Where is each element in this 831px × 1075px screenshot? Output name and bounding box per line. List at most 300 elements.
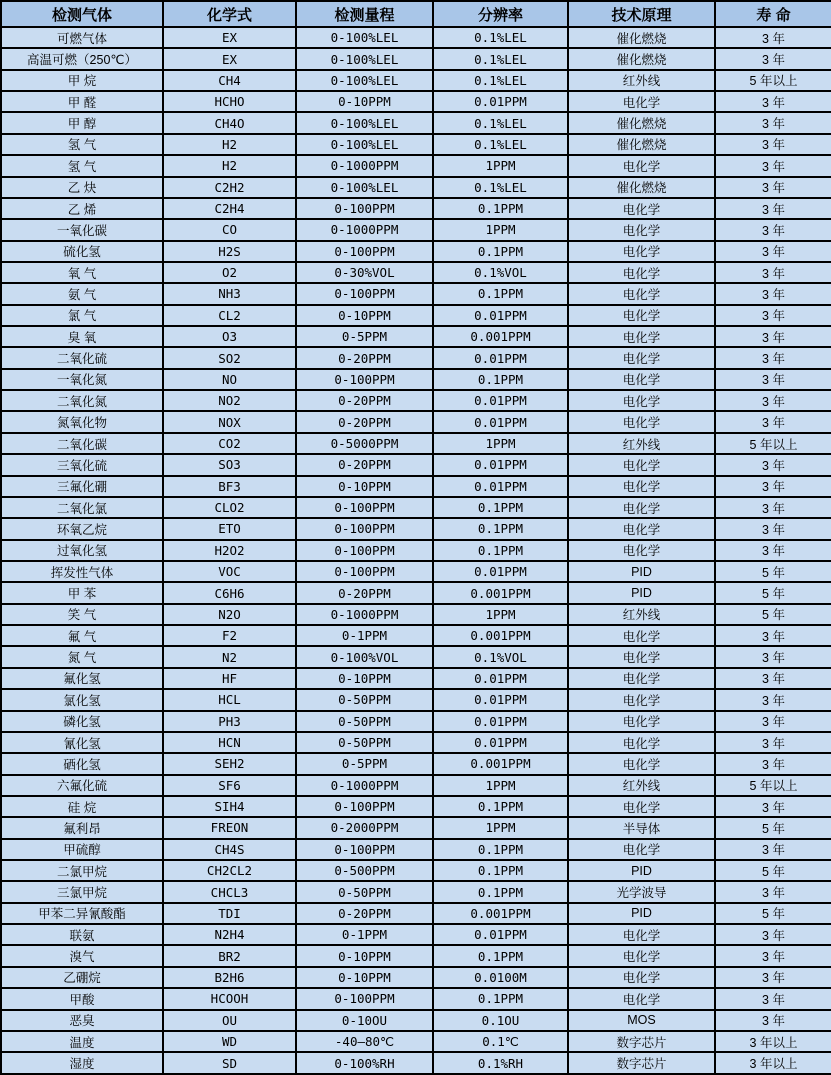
column-header: 检测气体 <box>1 1 163 27</box>
table-cell: 电化学 <box>568 198 715 219</box>
table-cell: 电化学 <box>568 945 715 966</box>
table-cell: H2O2 <box>163 540 296 561</box>
table-row <box>1 903 831 924</box>
table-cell: 0-50PPM <box>296 689 433 710</box>
table-cell: 0.01PPM <box>433 454 568 475</box>
table-cell: 0.01PPM <box>433 305 568 326</box>
table-cell: 电化学 <box>568 454 715 475</box>
table-cell: 0.01PPM <box>433 476 568 497</box>
table-row <box>1 881 831 902</box>
table-row <box>1 369 831 390</box>
table-cell: 0-1000PPM <box>296 604 433 625</box>
table-cell: 高温可燃（250℃） <box>1 48 163 69</box>
table-cell: 0-100%LEL <box>296 48 433 69</box>
table-cell: 0.0100M <box>433 967 568 988</box>
table-cell: 0.1PPM <box>433 241 568 262</box>
table-cell: 0-100%RH <box>296 1052 433 1074</box>
table-row <box>1 988 831 1009</box>
table-row <box>1 48 831 69</box>
table-cell: 电化学 <box>568 326 715 347</box>
table-cell: CO <box>163 219 296 240</box>
table-cell: H2S <box>163 241 296 262</box>
table-row <box>1 177 831 198</box>
column-header: 寿 命 <box>715 1 831 27</box>
table-cell: 1PPM <box>433 817 568 838</box>
table-cell: 5 年以上 <box>715 433 831 454</box>
table-cell: 3 年 <box>715 732 831 753</box>
table-row <box>1 433 831 454</box>
table-row <box>1 689 831 710</box>
table-cell: 0-5000PPM <box>296 433 433 454</box>
table-cell: 催化燃烧 <box>568 134 715 155</box>
table-cell: 0.01PPM <box>433 91 568 112</box>
table-cell: 1PPM <box>433 219 568 240</box>
table-cell: 3 年 <box>715 27 831 48</box>
table-cell: CHCL3 <box>163 881 296 902</box>
table-row <box>1 411 831 432</box>
table-cell: FREON <box>163 817 296 838</box>
table-cell: N2 <box>163 646 296 667</box>
table-cell: TDI <box>163 903 296 924</box>
table-cell: C2H4 <box>163 198 296 219</box>
table-cell: 0.1PPM <box>433 518 568 539</box>
table-cell: 0-100PPM <box>296 988 433 1009</box>
table-cell: 电化学 <box>568 711 715 732</box>
table-cell: PH3 <box>163 711 296 732</box>
table-cell: 磷化氢 <box>1 711 163 732</box>
table-cell: 可燃气体 <box>1 27 163 48</box>
table-cell: NH3 <box>163 283 296 304</box>
table-cell: 0.001PPM <box>433 903 568 924</box>
table-cell: 红外线 <box>568 775 715 796</box>
table-cell: 一氧化碳 <box>1 219 163 240</box>
table-cell: 电化学 <box>568 924 715 945</box>
table-cell: 甲 醇 <box>1 112 163 133</box>
table-cell: 电化学 <box>568 155 715 176</box>
table-cell: 1PPM <box>433 433 568 454</box>
table-cell: NO2 <box>163 390 296 411</box>
table-cell: 0-100%LEL <box>296 27 433 48</box>
table-cell: 电化学 <box>568 476 715 497</box>
table-cell: HCL <box>163 689 296 710</box>
table-cell: 3 年 <box>715 668 831 689</box>
table-cell: ETO <box>163 518 296 539</box>
table-cell: 3 年 <box>715 540 831 561</box>
header-row <box>1 1 831 27</box>
table-row <box>1 262 831 283</box>
table-cell: 0-20PPM <box>296 454 433 475</box>
table-cell: 三氯甲烷 <box>1 881 163 902</box>
table-cell: 3 年 <box>715 48 831 69</box>
table-cell: 电化学 <box>568 646 715 667</box>
table-cell: 乙 炔 <box>1 177 163 198</box>
table-cell: 0-30%VOL <box>296 262 433 283</box>
table-cell: 电化学 <box>568 497 715 518</box>
table-row <box>1 711 831 732</box>
table-cell: 氟化氢 <box>1 668 163 689</box>
table-cell: 0-1PPM <box>296 625 433 646</box>
table-cell: 3 年 <box>715 497 831 518</box>
table-row <box>1 924 831 945</box>
table-row <box>1 241 831 262</box>
table-cell: 0.01PPM <box>433 924 568 945</box>
table-row <box>1 518 831 539</box>
table-cell: WD <box>163 1031 296 1052</box>
table-cell: 二氯甲烷 <box>1 860 163 881</box>
table-cell: 3 年 <box>715 476 831 497</box>
table-cell: 电化学 <box>568 988 715 1009</box>
table-cell: 电化学 <box>568 91 715 112</box>
table-cell: 0.1PPM <box>433 497 568 518</box>
table-cell: 硫化氢 <box>1 241 163 262</box>
table-cell: 甲 醛 <box>1 91 163 112</box>
table-cell: 0.1PPM <box>433 988 568 1009</box>
table-cell: 电化学 <box>568 411 715 432</box>
table-cell: H2 <box>163 155 296 176</box>
table-cell: SO2 <box>163 347 296 368</box>
table-cell: 0-50PPM <box>296 881 433 902</box>
table-cell: CH2CL2 <box>163 860 296 881</box>
table-cell: 0.1%LEL <box>433 134 568 155</box>
table-cell: 湿度 <box>1 1052 163 1074</box>
table-cell: 六氟化硫 <box>1 775 163 796</box>
table-cell: PID <box>568 582 715 603</box>
table-cell: 5 年 <box>715 561 831 582</box>
table-cell: 甲 烷 <box>1 70 163 91</box>
table-cell: HCN <box>163 732 296 753</box>
table-cell: 甲酸 <box>1 988 163 1009</box>
table-cell: C6H6 <box>163 582 296 603</box>
table-cell: 0.1PPM <box>433 839 568 860</box>
table-cell: CH4O <box>163 112 296 133</box>
table-row <box>1 390 831 411</box>
table-cell: 0-20PPM <box>296 411 433 432</box>
table-cell: 0.01PPM <box>433 689 568 710</box>
table-cell: 3 年 <box>715 369 831 390</box>
table-cell: 氢 气 <box>1 134 163 155</box>
table-row <box>1 1052 831 1074</box>
table-cell: 0.1%LEL <box>433 112 568 133</box>
table-cell: -40—80℃ <box>296 1031 433 1052</box>
table-cell: 0.1%LEL <box>433 70 568 91</box>
table-cell: 0-100PPM <box>296 283 433 304</box>
table-row <box>1 112 831 133</box>
table-cell: 0.01PPM <box>433 390 568 411</box>
table-cell: 0.1%RH <box>433 1052 568 1074</box>
table-cell: 3 年 <box>715 219 831 240</box>
table-cell: 笑 气 <box>1 604 163 625</box>
table-cell: 温度 <box>1 1031 163 1052</box>
table-cell: 3 年 <box>715 711 831 732</box>
table-cell: 氟 气 <box>1 625 163 646</box>
table-row <box>1 753 831 774</box>
table-cell: 5 年 <box>715 903 831 924</box>
table-row <box>1 454 831 475</box>
table-row <box>1 283 831 304</box>
table-cell: MOS <box>568 1010 715 1031</box>
table-cell: 0.1PPM <box>433 881 568 902</box>
table-cell: BR2 <box>163 945 296 966</box>
table-cell: 0.01PPM <box>433 668 568 689</box>
table-cell: 3 年 <box>715 241 831 262</box>
table-cell: 3 年 <box>715 518 831 539</box>
table-cell: 数字芯片 <box>568 1031 715 1052</box>
table-cell: 3 年 <box>715 796 831 817</box>
table-row <box>1 219 831 240</box>
table-cell: 电化学 <box>568 967 715 988</box>
table-cell: 3 年 <box>715 155 831 176</box>
table-cell: SF6 <box>163 775 296 796</box>
table-cell: 3 年 <box>715 347 831 368</box>
table-cell: 电化学 <box>568 625 715 646</box>
table-cell: N2O <box>163 604 296 625</box>
table-cell: 3 年以上 <box>715 1031 831 1052</box>
table-row <box>1 476 831 497</box>
table-cell: 3 年 <box>715 390 831 411</box>
table-cell: 氯 气 <box>1 305 163 326</box>
table-cell: 环氧乙烷 <box>1 518 163 539</box>
table-cell: SO3 <box>163 454 296 475</box>
column-header: 检测量程 <box>296 1 433 27</box>
table-cell: SD <box>163 1052 296 1074</box>
table-cell: 溴气 <box>1 945 163 966</box>
table-cell: 二氧化氯 <box>1 497 163 518</box>
table-cell: 0-100PPM <box>296 241 433 262</box>
table-cell: 5 年 <box>715 860 831 881</box>
table-cell: C2H2 <box>163 177 296 198</box>
table-cell: 电化学 <box>568 262 715 283</box>
table-row <box>1 305 831 326</box>
table-cell: 电化学 <box>568 283 715 304</box>
table-cell: 氨 气 <box>1 283 163 304</box>
table-cell: 催化燃烧 <box>568 112 715 133</box>
table-cell: 1PPM <box>433 775 568 796</box>
table-cell: 0-100%LEL <box>296 177 433 198</box>
table-cell: 电化学 <box>568 305 715 326</box>
table-row <box>1 155 831 176</box>
table-cell: 3 年 <box>715 967 831 988</box>
table-row <box>1 625 831 646</box>
table-cell: 3 年 <box>715 198 831 219</box>
table-cell: N2H4 <box>163 924 296 945</box>
table-cell: 0-50PPM <box>296 711 433 732</box>
table-row <box>1 967 831 988</box>
table-cell: 0-10PPM <box>296 91 433 112</box>
table-cell: 0.01PPM <box>433 411 568 432</box>
table-cell: 电化学 <box>568 369 715 390</box>
table-cell: 0.01PPM <box>433 711 568 732</box>
table-cell: CH4 <box>163 70 296 91</box>
table-row <box>1 1031 831 1052</box>
table-cell: 二氧化碳 <box>1 433 163 454</box>
table-cell: 0.1%LEL <box>433 48 568 69</box>
table-cell: 0.1%LEL <box>433 177 568 198</box>
table-row <box>1 839 831 860</box>
table-cell: 0.01PPM <box>433 347 568 368</box>
table-cell: H2 <box>163 134 296 155</box>
table-cell: 3 年以上 <box>715 1052 831 1074</box>
table-cell: 0.1PPM <box>433 796 568 817</box>
table-row <box>1 27 831 48</box>
table-cell: 氮 气 <box>1 646 163 667</box>
table-cell: 3 年 <box>715 112 831 133</box>
table-cell: 电化学 <box>568 241 715 262</box>
table-cell: 3 年 <box>715 91 831 112</box>
table-cell: 红外线 <box>568 604 715 625</box>
table-cell: F2 <box>163 625 296 646</box>
table-cell: 0-10PPM <box>296 668 433 689</box>
table-cell: HCOOH <box>163 988 296 1009</box>
table-cell: 0-100%LEL <box>296 112 433 133</box>
table-cell: 0.01PPM <box>433 561 568 582</box>
table-row <box>1 540 831 561</box>
table-row <box>1 775 831 796</box>
table-cell: 3 年 <box>715 326 831 347</box>
table-cell: 二氧化氮 <box>1 390 163 411</box>
table-cell: 一氧化氮 <box>1 369 163 390</box>
table-cell: 0-1000PPM <box>296 775 433 796</box>
table-cell: 乙硼烷 <box>1 967 163 988</box>
table-cell: 0.001PPM <box>433 625 568 646</box>
table-cell: 5 年以上 <box>715 70 831 91</box>
table-cell: 二氧化硫 <box>1 347 163 368</box>
table-cell: 甲 苯 <box>1 582 163 603</box>
table-cell: 0-500PPM <box>296 860 433 881</box>
table-cell: 3 年 <box>715 646 831 667</box>
table-cell: EX <box>163 27 296 48</box>
table-cell: 3 年 <box>715 1010 831 1031</box>
table-cell: 电化学 <box>568 219 715 240</box>
table-row <box>1 134 831 155</box>
table-cell: CLO2 <box>163 497 296 518</box>
table-row <box>1 860 831 881</box>
table-cell: 电化学 <box>568 796 715 817</box>
table-row <box>1 732 831 753</box>
table-cell: 0.1%VOL <box>433 646 568 667</box>
table-row <box>1 326 831 347</box>
table-row <box>1 604 831 625</box>
table-cell: 5 年以上 <box>715 775 831 796</box>
table-cell: 3 年 <box>715 134 831 155</box>
table-cell: 氢 气 <box>1 155 163 176</box>
table-cell: 0.1℃ <box>433 1031 568 1052</box>
table-cell: 三氧化硫 <box>1 454 163 475</box>
table-cell: O3 <box>163 326 296 347</box>
table-row <box>1 91 831 112</box>
table-cell: 3 年 <box>715 924 831 945</box>
table-cell: 氟利昂 <box>1 817 163 838</box>
column-header: 化学式 <box>163 1 296 27</box>
table-cell: OU <box>163 1010 296 1031</box>
table-cell: HCHO <box>163 91 296 112</box>
table-cell: SEH2 <box>163 753 296 774</box>
table-cell: 数字芯片 <box>568 1052 715 1074</box>
table-cell: 催化燃烧 <box>568 27 715 48</box>
table-row <box>1 945 831 966</box>
table-cell: PID <box>568 860 715 881</box>
table-cell: 0-20PPM <box>296 347 433 368</box>
table-cell: HF <box>163 668 296 689</box>
table-cell: 乙 烯 <box>1 198 163 219</box>
table-cell: 氰化氢 <box>1 732 163 753</box>
table-cell: 0.1PPM <box>433 283 568 304</box>
table-cell: 电化学 <box>568 689 715 710</box>
table-cell: 5 年 <box>715 817 831 838</box>
table-cell: SIH4 <box>163 796 296 817</box>
table-cell: 0-100%LEL <box>296 134 433 155</box>
table-cell: 0-10OU <box>296 1010 433 1031</box>
table-cell: 半导体 <box>568 817 715 838</box>
table-cell: CO2 <box>163 433 296 454</box>
table-cell: 0.001PPM <box>433 753 568 774</box>
table-cell: 电化学 <box>568 668 715 689</box>
table-row <box>1 347 831 368</box>
table-cell: 催化燃烧 <box>568 177 715 198</box>
table-cell: 0-100PPM <box>296 518 433 539</box>
table-cell: 3 年 <box>715 945 831 966</box>
table-cell: 3 年 <box>715 283 831 304</box>
table-cell: 0.1OU <box>433 1010 568 1031</box>
table-cell: 0-100%VOL <box>296 646 433 667</box>
table-cell: 5 年 <box>715 604 831 625</box>
table-cell: 0.001PPM <box>433 326 568 347</box>
table-cell: 0-10PPM <box>296 967 433 988</box>
table-cell: 0-100PPM <box>296 369 433 390</box>
table-cell: 1PPM <box>433 155 568 176</box>
table-row <box>1 1010 831 1031</box>
table-body <box>1 27 831 1074</box>
table-cell: 0.1PPM <box>433 540 568 561</box>
table-row <box>1 817 831 838</box>
table-cell: 0.01PPM <box>433 732 568 753</box>
table-cell: VOC <box>163 561 296 582</box>
table-cell: 甲硫醇 <box>1 839 163 860</box>
table-cell: 0-10PPM <box>296 476 433 497</box>
table-cell: 0.1PPM <box>433 198 568 219</box>
table-cell: 恶臭 <box>1 1010 163 1031</box>
table-row <box>1 497 831 518</box>
column-header: 技术原理 <box>568 1 715 27</box>
table-cell: 电化学 <box>568 390 715 411</box>
table-row <box>1 198 831 219</box>
table-cell: O2 <box>163 262 296 283</box>
table-cell: 电化学 <box>568 347 715 368</box>
table-cell: 3 年 <box>715 839 831 860</box>
table-cell: 电化学 <box>568 732 715 753</box>
table-cell: 0.1PPM <box>433 369 568 390</box>
table-cell: 红外线 <box>568 70 715 91</box>
table-cell: PID <box>568 903 715 924</box>
table-cell: 1PPM <box>433 604 568 625</box>
table-cell: 甲苯二异氰酸酯 <box>1 903 163 924</box>
table-cell: 0-20PPM <box>296 903 433 924</box>
table-cell: 0-20PPM <box>296 390 433 411</box>
table-cell: 电化学 <box>568 839 715 860</box>
table-cell: 0-100PPM <box>296 839 433 860</box>
table-cell: 臭 氧 <box>1 326 163 347</box>
table-cell: NO <box>163 369 296 390</box>
table-row <box>1 70 831 91</box>
table-cell: 0-100PPM <box>296 497 433 518</box>
table-cell: 过氧化氢 <box>1 540 163 561</box>
table-cell: 电化学 <box>568 540 715 561</box>
table-cell: 0-1PPM <box>296 924 433 945</box>
table-cell: 三氟化硼 <box>1 476 163 497</box>
table-cell: 0.1%VOL <box>433 262 568 283</box>
table-cell: 3 年 <box>715 753 831 774</box>
table-row <box>1 668 831 689</box>
table-cell: NOX <box>163 411 296 432</box>
